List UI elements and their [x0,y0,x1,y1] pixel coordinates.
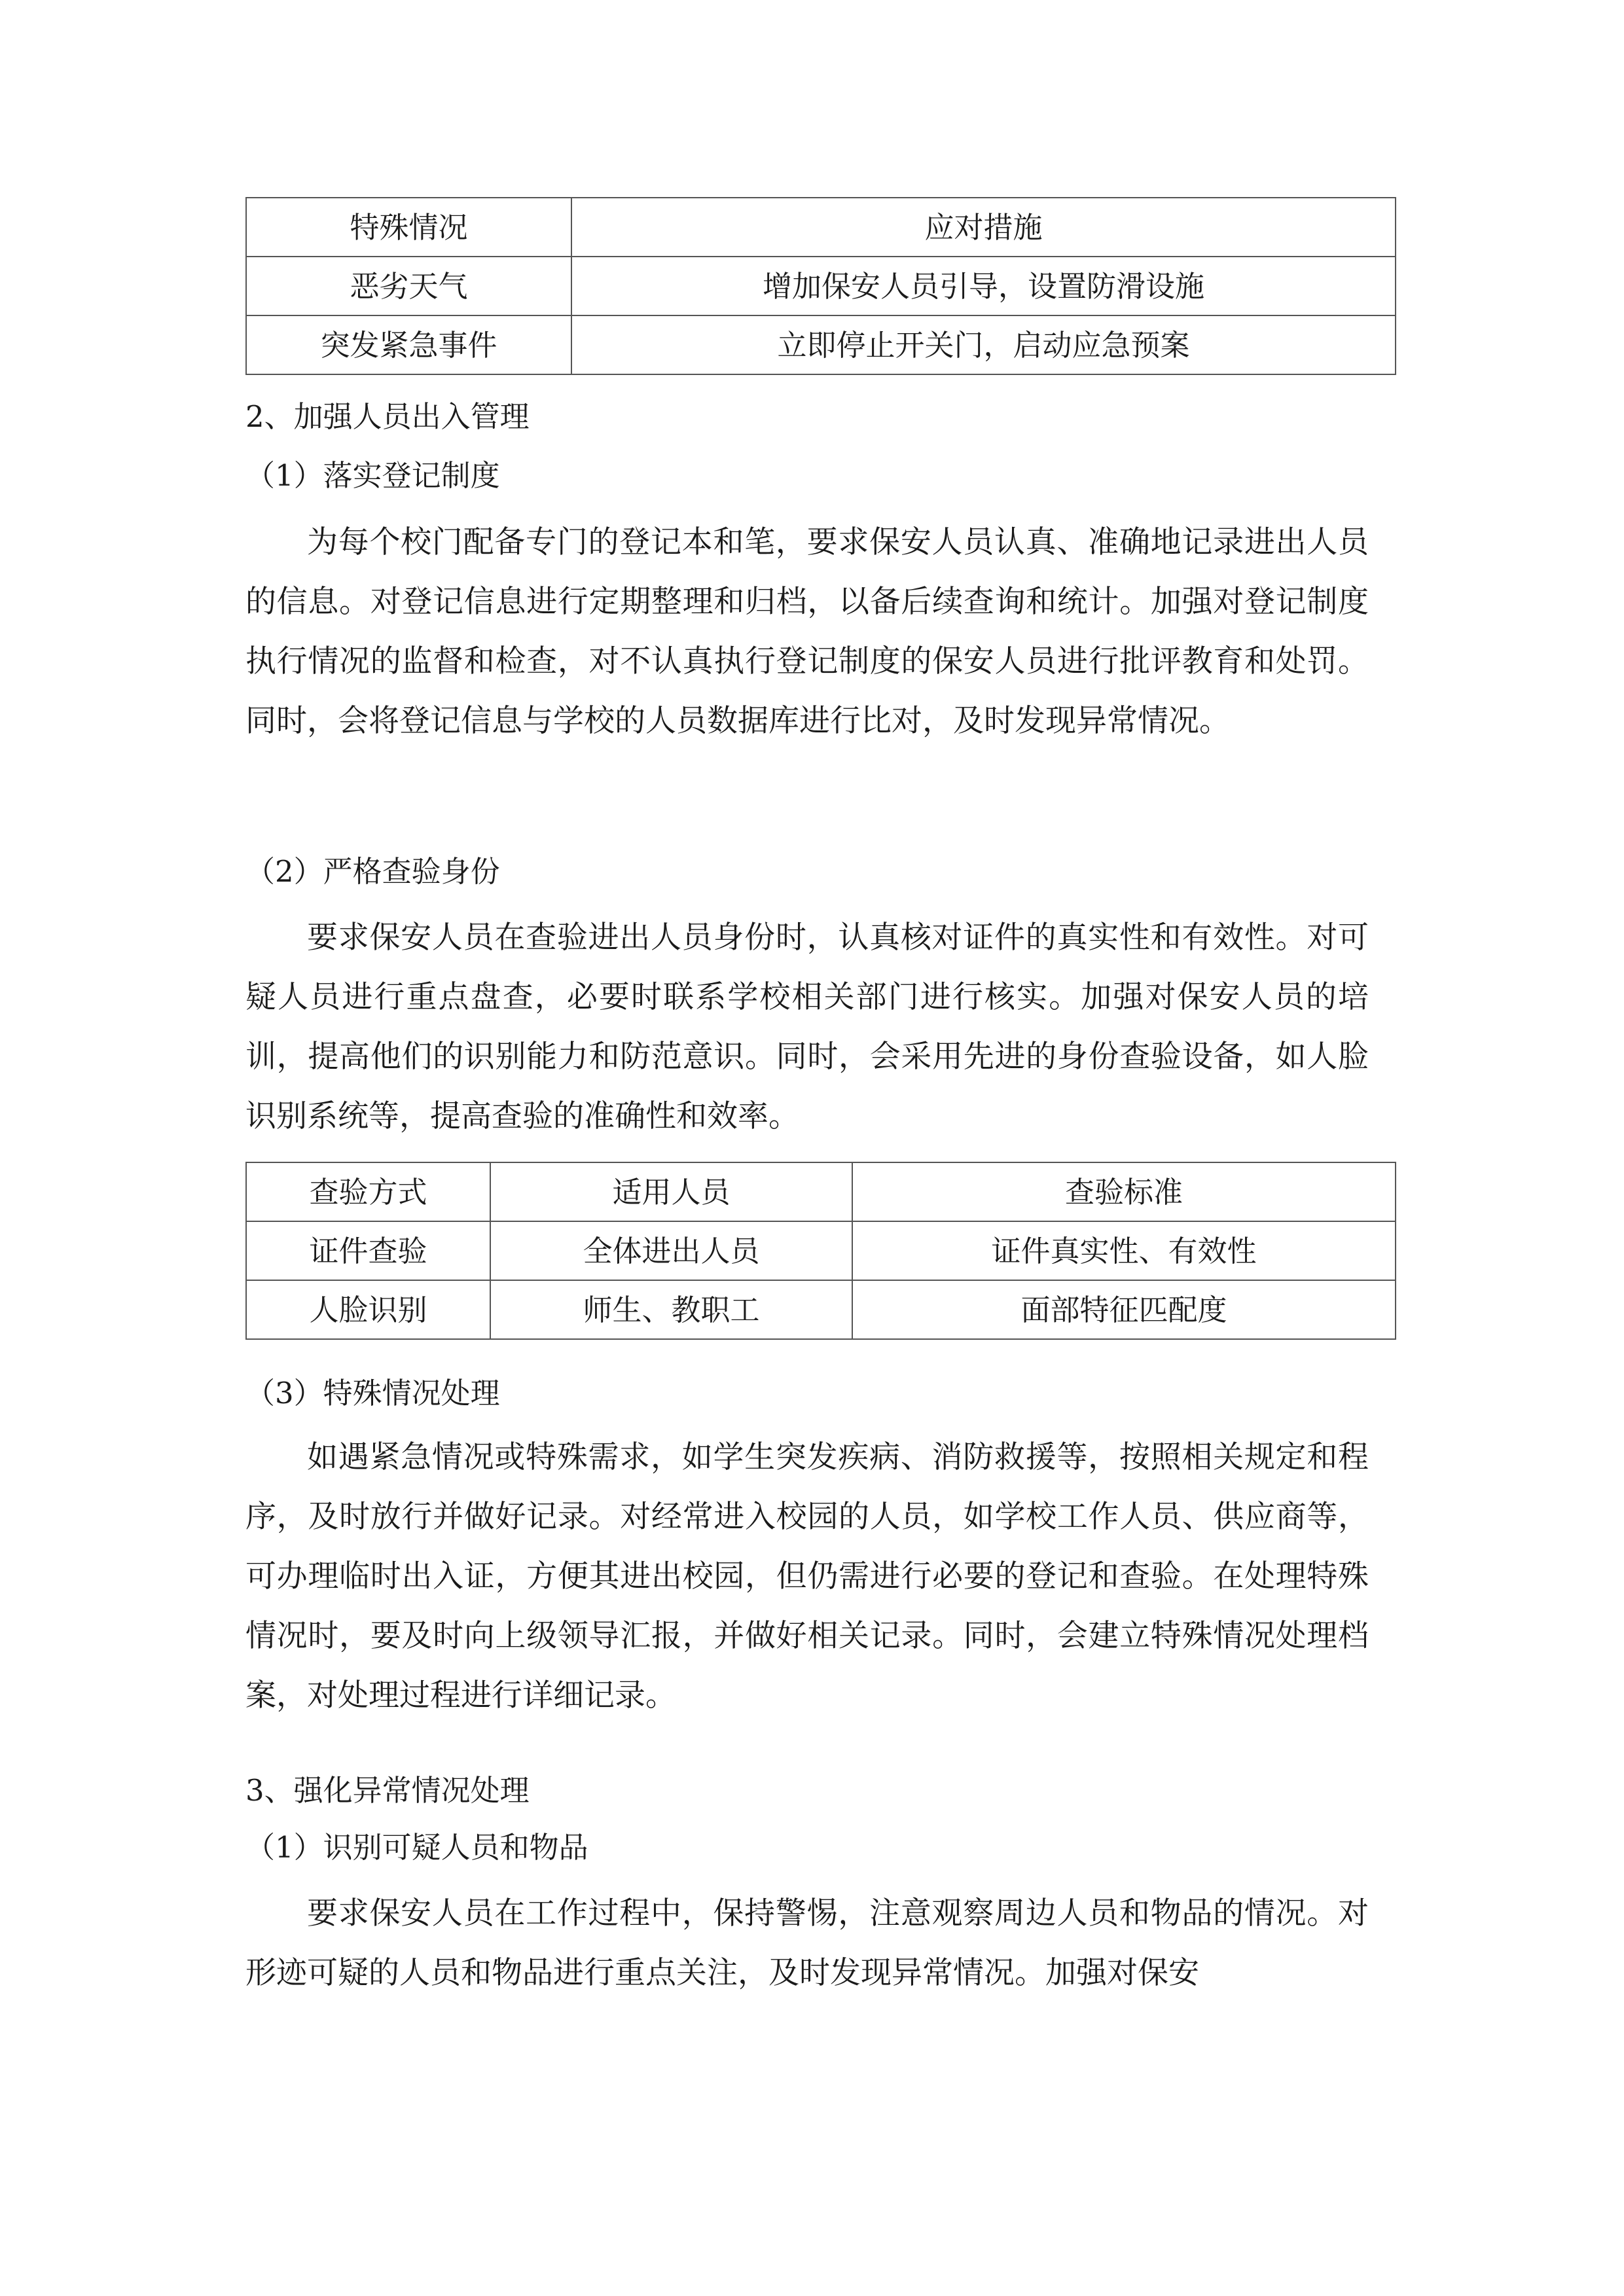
table-cell: 立即停止开关门，启动应急预案 [571,315,1396,374]
section-heading: 2、加强人员出入管理 [245,399,530,434]
table-header-row [246,1162,1396,1221]
table-cell: 人脸识别 [246,1280,490,1339]
section-heading: 3、强化异常情况处理 [245,1773,530,1808]
table-row [246,315,1396,374]
subsection-heading: （1）落实登记制度 [245,458,500,493]
table-row [246,257,1396,315]
table-row [246,1280,1396,1339]
identity-check-table [245,1162,1396,1340]
paragraph: 为每个校门配备专门的登记本和笔，要求保安人员认真、准确地记录进出人员的信息。对登记信息进行定期整理和归档，以备后续查询和统计。加强对登记制度执行情况的监督和检查，对不认真执行登记制度的保安人员进行批评教育和处罚。同时，会将登记信息与学校的人员数据库进行比对，及时发现异常情况。 [245,524,1369,739]
table-header-row [246,198,1396,257]
special-situations-table [245,197,1396,375]
table-cell: 恶劣天气 [246,257,571,315]
table-row [246,1221,1396,1280]
subsection-heading: （3）特殊情况处理 [245,1376,500,1410]
table-header-cell: 查验标准 [852,1162,1396,1221]
table-header-cell: 适用人员 [490,1162,852,1221]
paragraph: 如遇紧急情况或特殊需求，如学生突发疾病、消防救援等，按照相关规定和程序，及时放行并做好记录。对经常进入校园的人员，如学校工作人员、供应商等，可办理临时出入证，方便其进出校园，但仍需进行必要的登记和查验。在处理特殊情况时，要及时向上级领导汇报，并做好相关记录。同时，会建立特殊情况处理档案，对处理过程进行详细记录。 [245,1439,1369,1713]
table-cell: 突发紧急事件 [246,315,571,374]
table-header-cell: 应对措施 [571,198,1396,257]
table-cell: 证件查验 [246,1221,490,1280]
table-cell: 师生、教职工 [490,1280,852,1339]
paragraph: 要求保安人员在工作过程中，保持警惕，注意观察周边人员和物品的情况。对形迹可疑的人员和物品进行重点关注，及时发现异常情况。加强对保安 [245,1895,1369,1991]
paragraph: 要求保安人员在查验进出人员身份时，认真核对证件的真实性和有效性。对可疑人员进行重点盘查，必要时联系学校相关部门进行核实。加强对保安人员的培训，提高他们的识别能力和防范意识。同时，会采用先进的身份查验设备，如人脸识别系统等，提高查验的准确性和效率。 [245,920,1369,1134]
table-cell: 证件真实性、有效性 [852,1221,1396,1280]
table-cell: 全体进出人员 [490,1221,852,1280]
subsection-heading: （2）严格查验身份 [245,854,500,889]
subsection-heading: （1）识别可疑人员和物品 [245,1830,588,1865]
table-header-cell: 特殊情况 [246,198,571,257]
table-cell: 增加保安人员引导，设置防滑设施 [571,257,1396,315]
table-header-cell: 查验方式 [246,1162,490,1221]
table-cell: 面部特征匹配度 [852,1280,1396,1339]
